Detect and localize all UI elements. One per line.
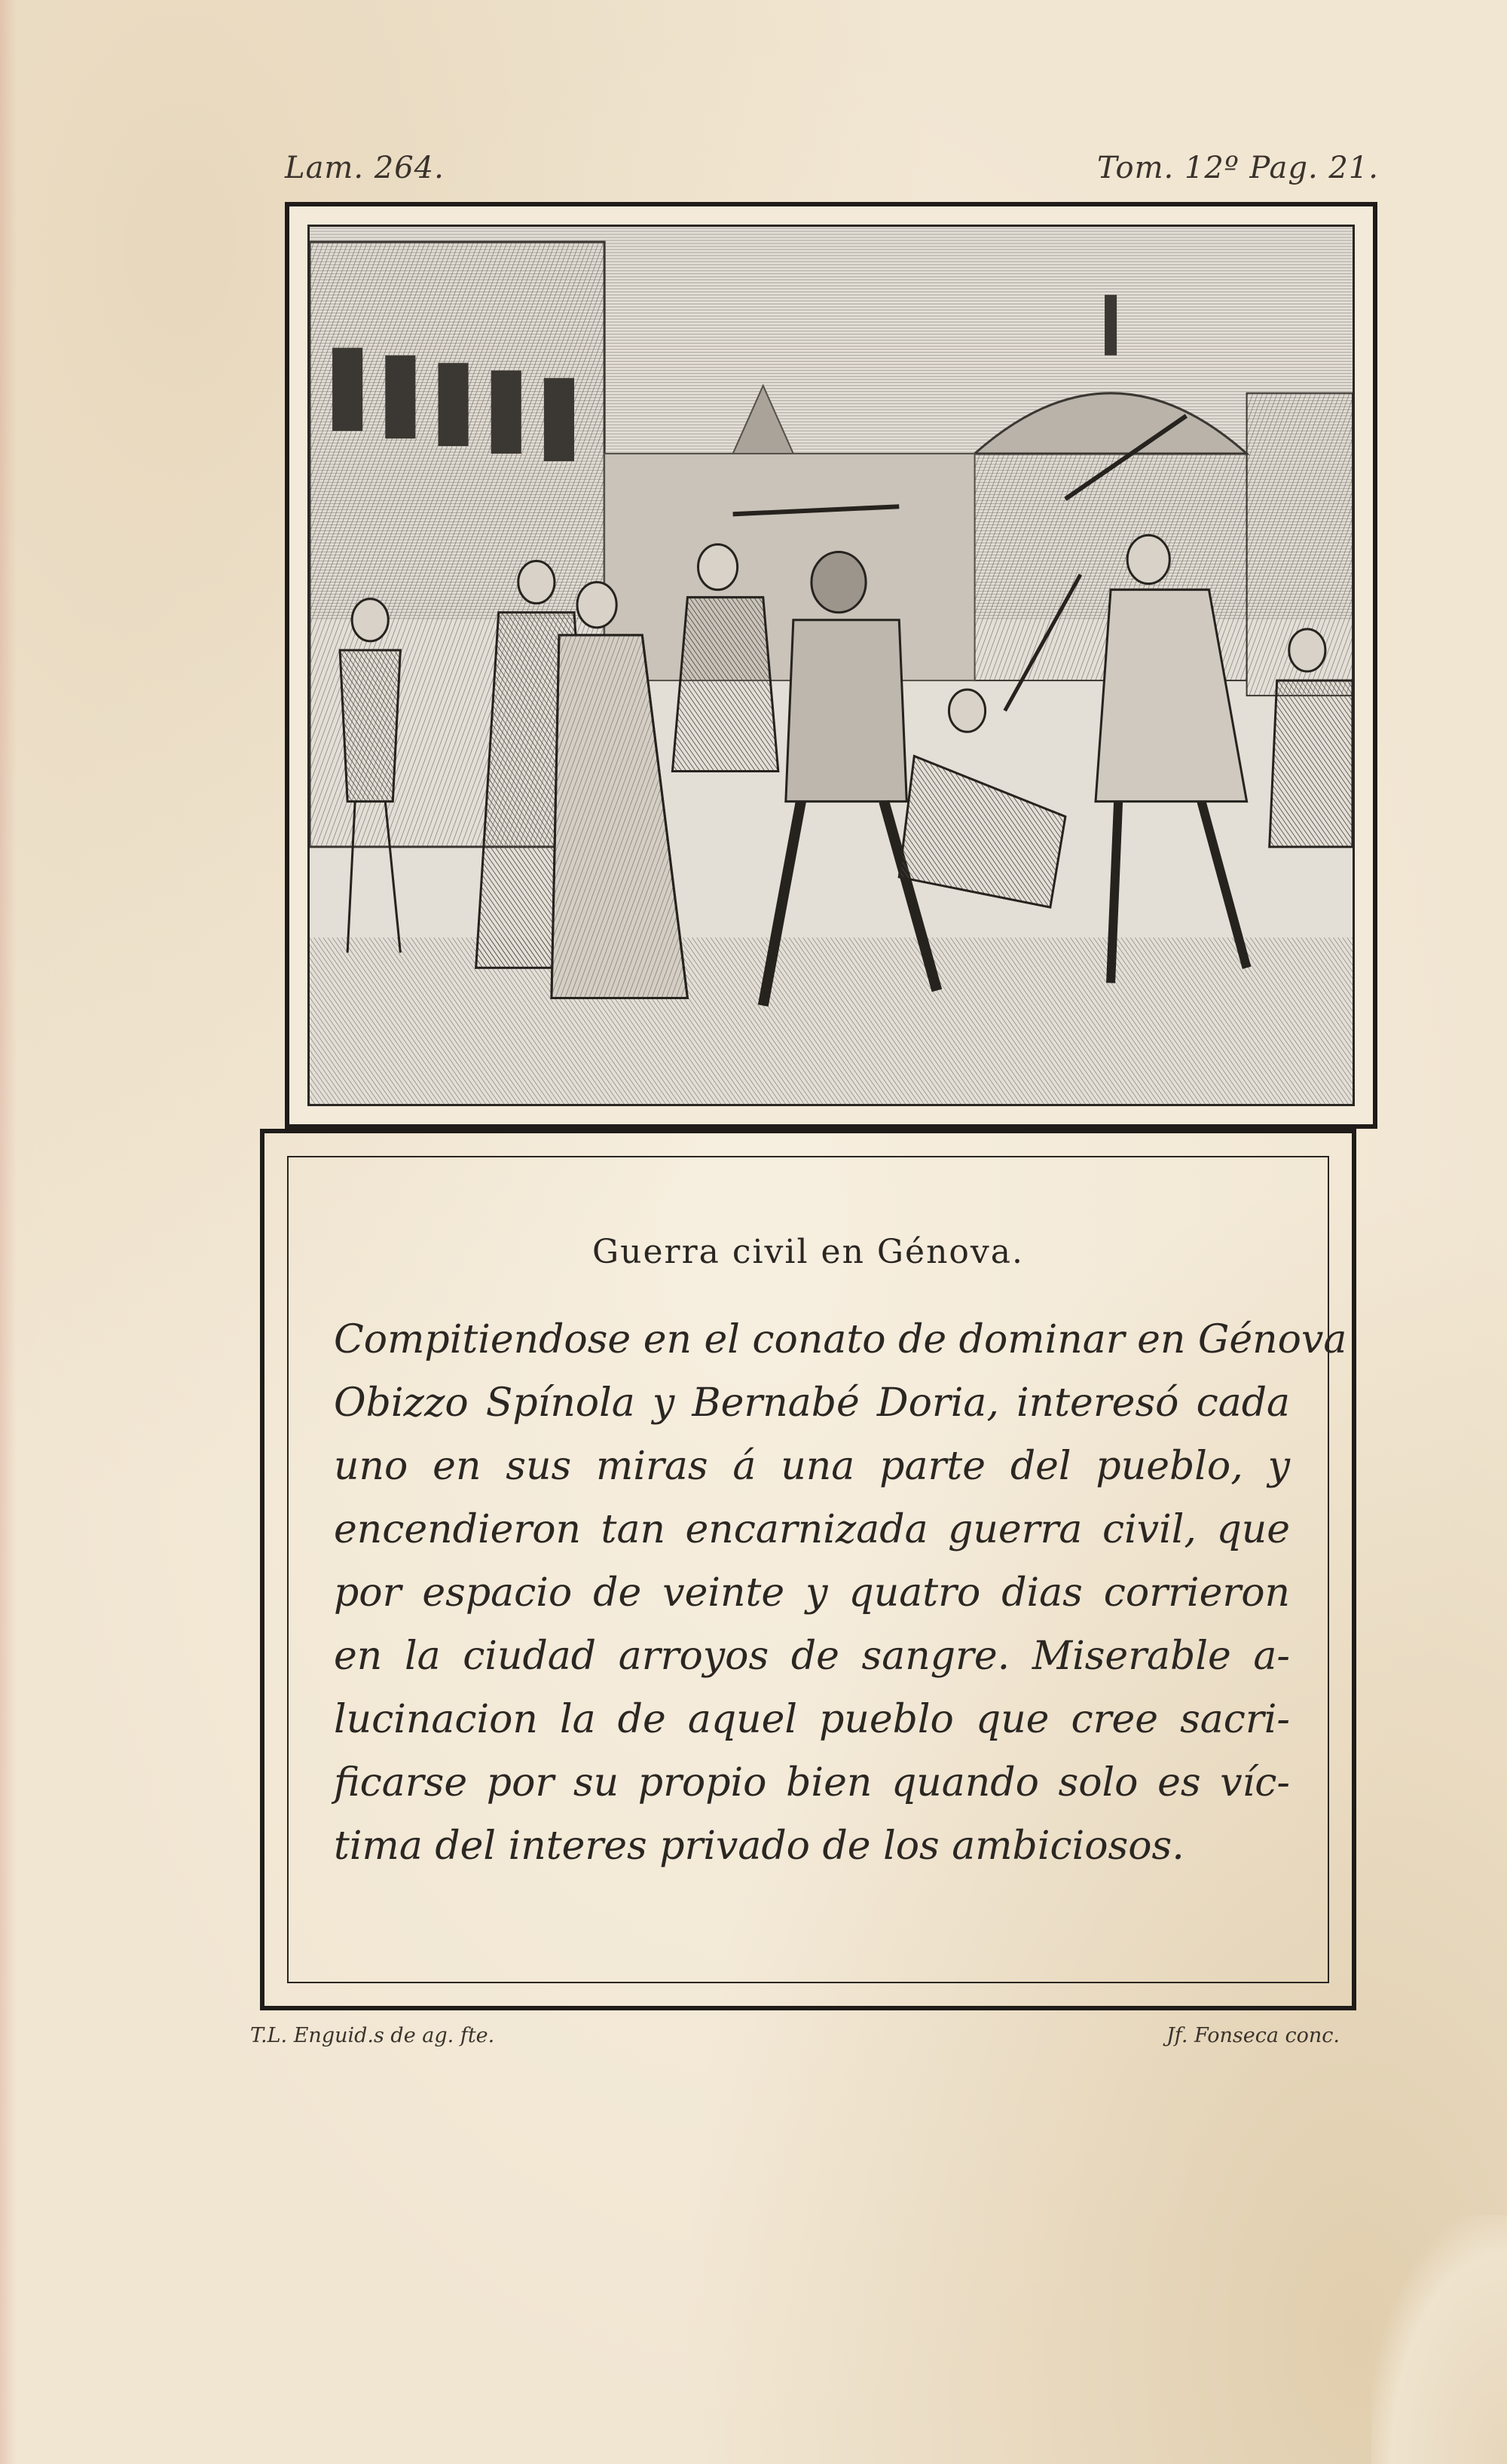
caption-text <box>334 1308 1347 1878</box>
caption-title: Guerra civil en Génova. <box>592 1233 1024 1271</box>
caption-frame <box>260 1129 1356 2010</box>
paper-corner-wear <box>1371 2215 1507 2464</box>
caption-line: tima del interes privado de los ambiciosos. <box>334 1824 1185 1869</box>
paper-stain <box>0 0 17 2464</box>
caption-line: ficarse por su propio bien quando solo es víc- <box>334 1760 1290 1805</box>
caption-line: uno en sus miras á una parte del pueblo, y <box>334 1444 1290 1489</box>
street-ground <box>310 937 1353 1104</box>
caption-line: lucinacion la de aquel pueblo que cree sacri- <box>334 1697 1290 1742</box>
volume-page-reference: Tom. 12º Pag. 21. <box>1096 151 1379 185</box>
caption-line: Obizzo Spínola y Bernabé Doria, interesó cada <box>334 1380 1290 1426</box>
caption-line: encendieron tan encarnizada guerra civil, que <box>334 1507 1290 1552</box>
caption-line: Compitiendose en el conato de dominar en Génova <box>334 1317 1347 1362</box>
engraver-credit-right: Jf. Fonseca conc. <box>1166 2024 1340 2047</box>
plate-number: Lam. 264. <box>285 151 445 185</box>
caption-line: por espacio de veinte y quatro dias corrieron <box>334 1570 1290 1616</box>
caption-line: en la ciudad arroyos de sangre. Miserable a- <box>334 1634 1290 1679</box>
engraver-credit-left: T.L. Enguid.s de ag. fte. <box>250 2024 495 2047</box>
caption-inner-rule <box>287 1156 1347 1983</box>
engraving-frame <box>285 202 1377 1129</box>
engraving-illustration <box>307 225 1355 1106</box>
street-fight-engraving-icon <box>310 227 1353 1104</box>
